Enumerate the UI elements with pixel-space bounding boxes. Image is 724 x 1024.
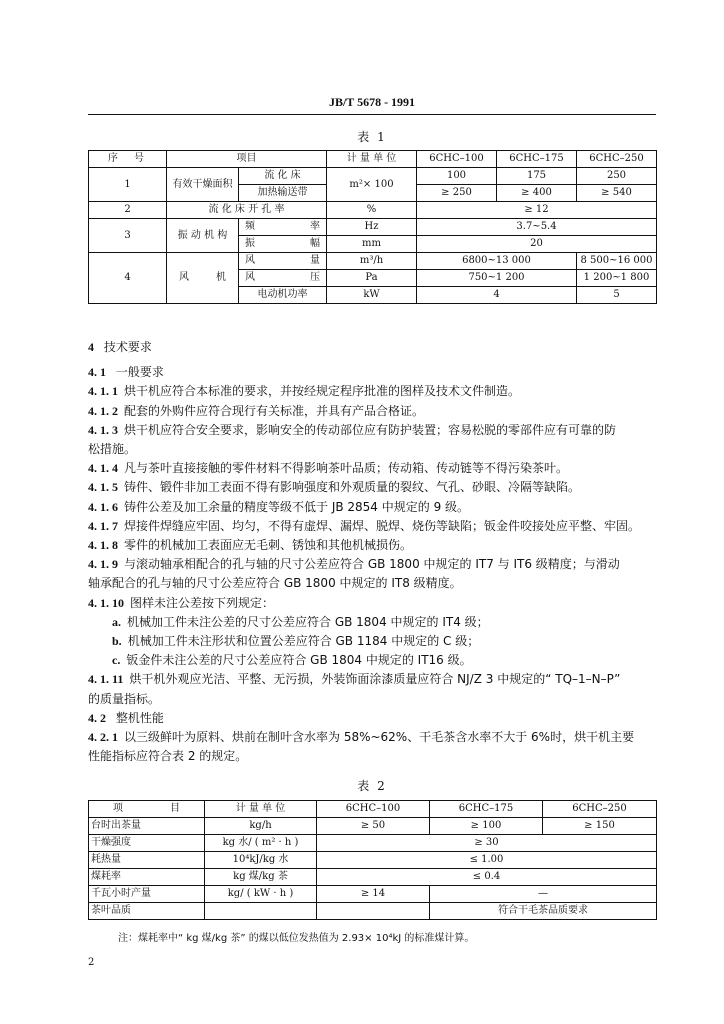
clause-text: 焊接件焊缝应牢固、均匀，不得有虚焊、漏焊、脱焊、烧伤等缺陷；钣金件咬接处应平整、牢固。 <box>124 518 641 533</box>
table-cell: % <box>327 202 417 219</box>
table-cell: kW <box>327 287 417 304</box>
clause-text: 以三级鲜叶为原料、烘前在制叶含水率为 58%~62%、干毛茶含水率不大于 6%时，烘干机主要 <box>124 730 635 745</box>
table2-caption: 表 2 <box>357 779 387 793</box>
clause-number: 4. 1. 10 <box>88 595 124 610</box>
clause-number: 4. 1. 2 <box>88 403 118 418</box>
table-cell: 5 <box>577 287 657 304</box>
clause-number: 4. 1. 3 <box>88 422 118 437</box>
table-cell: ≥ 250 <box>417 185 497 202</box>
table-cell: 1 <box>89 168 167 202</box>
list-text: 机械加工件未注公差的尺寸公差应符合 GB 1804 中规定的 IT4 级； <box>127 614 489 629</box>
table-cell <box>205 903 317 920</box>
clause <box>88 478 658 497</box>
table2-header-unit: 计 量 单 位 <box>205 801 317 818</box>
clause-number: 4. 1. 9 <box>88 557 118 572</box>
table-cell: 台时出茶量 <box>89 818 205 835</box>
cell-char: 振 <box>245 238 255 249</box>
clause-continuation: 性能指标应符合表 2 的规定。 <box>88 749 248 764</box>
clause-number: 4. 1. 6 <box>88 499 118 514</box>
clause <box>88 517 658 536</box>
cell-char: 幅 <box>310 238 320 249</box>
list-label: a. <box>112 614 121 629</box>
clause-number: 4. 1. 11 <box>88 672 124 687</box>
clause-text: 铸件公差及加工余量的精度等级不低于 JB 2854 中规定的 9 级。 <box>124 499 470 514</box>
clause-text: 烘干机应符合本标准的要求，并按经规定程序批准的图样及技术文件制造。 <box>124 384 521 399</box>
table-cell: 20 <box>417 236 657 253</box>
table-cell <box>239 253 327 270</box>
table-row <box>89 219 657 236</box>
table-cell: ≥ 50 <box>317 818 430 835</box>
table-row <box>89 835 657 852</box>
table-cell: mm <box>327 236 417 253</box>
table-cell: 4 <box>417 287 577 304</box>
table-row <box>89 202 657 219</box>
list-label: c. <box>112 653 121 668</box>
table-cell: kg/ ( kW · h ) <box>205 886 317 903</box>
table1-caption: 表 1 <box>357 130 387 144</box>
table1-header-model: 6CHC–250 <box>577 151 657 168</box>
table-cell: m²× 100 <box>327 168 417 202</box>
table-cell: Hz <box>327 219 417 236</box>
table-cell: m³/h <box>327 253 417 270</box>
clause <box>88 536 658 555</box>
table-cell: 1 200~1 800 <box>577 270 657 287</box>
clause-number: 4. 1. 4 <box>88 461 118 476</box>
cell-char: 风 <box>245 255 255 266</box>
table2 <box>88 800 657 920</box>
table-cell: 6800~13 000 <box>417 253 577 270</box>
clause-continuation: 松措施。 <box>88 442 137 457</box>
clause <box>88 459 658 478</box>
table-cell: ≥ 400 <box>497 185 577 202</box>
clause <box>88 382 658 401</box>
table-cell: 3.7~5.4 <box>417 219 657 236</box>
table-cell: 8 500~16 000 <box>577 253 657 270</box>
clause-text: 图样未注公差按下列规定： <box>130 595 275 610</box>
cell-char: 风 <box>245 272 255 283</box>
table1-header-row <box>89 151 657 168</box>
clause-text: 与滚动轴承相配合的孔与轴的尺寸公差应符合 GB 1800 中规定的 IT7 与 IT6 级精度；与滑动 <box>124 557 620 572</box>
clause-continuation: 轴承配合的孔与轴的尺寸公差应符合 GB 1800 中规定的 IT8 级精度。 <box>88 576 462 591</box>
table-cell: ≥ 12 <box>417 202 657 219</box>
table-row <box>89 818 657 835</box>
table-cell: ≥ 30 <box>317 835 657 852</box>
cell-char: 率 <box>310 221 320 232</box>
clause-number: 4. 1. 1 <box>88 384 118 399</box>
table-cell <box>317 903 430 920</box>
table1-header-item: 项目 <box>167 151 327 168</box>
table1 <box>88 150 657 304</box>
table-row <box>89 852 657 869</box>
table-cell <box>239 236 327 253</box>
table-cell: 符合干毛茶品质要求 <box>430 903 657 920</box>
table-row <box>89 168 657 185</box>
table-cell <box>239 270 327 287</box>
table1-header-seq: 序 号 <box>89 151 167 168</box>
section-number: 4 <box>88 340 94 354</box>
table-cell: kg 煤/kg 茶 <box>205 869 317 886</box>
table-row <box>89 903 657 920</box>
table-cell: 流 化 床 开 孔 率 <box>167 202 327 219</box>
clause <box>88 728 658 747</box>
table2-header-model: 6CHC–100 <box>317 801 430 818</box>
table-cell: 4 <box>89 253 167 304</box>
table1-header-model: 6CHC–175 <box>497 151 577 168</box>
table-cell: 2 <box>89 202 167 219</box>
clause-text: 铸件、锻件非加工表面不得有影响强度和外观质量的裂纹、气孔、砂眼、冷隔等缺陷。 <box>124 480 581 495</box>
clause-text: 凡与茶叶直接接触的零件材料不得影响茶叶品质；传动箱、传动链等不得污染茶叶。 <box>124 461 569 476</box>
clause-text: 配套的外购件应符合现行有关标准，并具有产品合格证。 <box>124 403 425 418</box>
table-cell: 煤耗率 <box>89 869 205 886</box>
list-item <box>88 632 658 651</box>
table2-header-model: 6CHC–250 <box>543 801 657 818</box>
table-cell: ≥ 14 <box>317 886 430 903</box>
table-cell: 250 <box>577 168 657 185</box>
clause-number: 4. 1. 5 <box>88 480 118 495</box>
clause-text: 烘干机应符合安全要求，影响安全的传动部位应有防护装置；容易松脱的零部件应有可靠的防 <box>124 422 617 437</box>
clause-text: 零件的机械加工表面应无毛刺、锈蚀和其他机械损伤。 <box>124 538 413 553</box>
table-cell: 750~1 200 <box>417 270 577 287</box>
cell-char: 机 <box>216 272 226 283</box>
cell-char: 风 <box>179 272 189 283</box>
cell-char: 频 <box>245 221 255 232</box>
table-cell: 175 <box>497 168 577 185</box>
section-title: 一般要求 <box>115 365 164 380</box>
page-number: 2 <box>88 957 95 968</box>
table-cell: Pa <box>327 270 417 287</box>
table-cell: kg/h <box>205 818 317 835</box>
clause-number: 4. 1. 7 <box>88 518 118 533</box>
table-cell: 茶叶品质 <box>89 903 205 920</box>
table-row <box>89 253 657 270</box>
list-text: 钣金件未注公差的尺寸公差应符合 GB 1804 中规定的 IT16 级。 <box>126 653 472 668</box>
clause-number: 4. 2. 1 <box>88 730 118 745</box>
table-cell: 振 动 机 构 <box>167 219 239 253</box>
cell-char: 量 <box>310 255 320 266</box>
table-cell: 流 化 床 <box>239 168 327 185</box>
clause-continuation: 的质量指标。 <box>88 691 161 706</box>
table-cell: — <box>430 886 657 903</box>
list-item <box>88 613 658 632</box>
clause <box>88 498 658 517</box>
list-label: b. <box>112 634 122 649</box>
table-cell: ≤ 1.00 <box>317 852 657 869</box>
table-cell: 3 <box>89 219 167 253</box>
table-cell: 干燥强度 <box>89 835 205 852</box>
clause-text: 烘干机外观应光洁、平整、无污损，外装饰面涂漆质量应符合 NJ/Z 3 中规定的“ TQ–1–N–P” <box>129 672 621 687</box>
section-heading <box>88 709 658 728</box>
section-title: 技术要求 <box>103 340 152 354</box>
table-cell: 电动机功率 <box>239 287 327 304</box>
table-cell: 有效干燥面积 <box>167 168 239 202</box>
table-cell <box>239 219 327 236</box>
clause <box>88 670 658 689</box>
section-number: 4. 1 <box>88 365 106 380</box>
cell-char: 项 <box>113 803 123 814</box>
cell-char: 压 <box>310 272 320 283</box>
table-cell: ≥ 540 <box>577 185 657 202</box>
table2-note: 注：煤耗率中“ kg 煤/kg 茶” 的煤以低位发热值为 2.93× 10⁴kJ 的标准煤计算。 <box>118 933 475 944</box>
table-cell: kg 水/ ( m² · h ) <box>205 835 317 852</box>
table-cell: ≥ 150 <box>543 818 657 835</box>
table2-header-model: 6CHC–175 <box>430 801 543 818</box>
table-cell: 100 <box>417 168 497 185</box>
table-cell: 千瓦小时产量 <box>89 886 205 903</box>
section-title: 整机性能 <box>115 710 164 725</box>
table-cell: ≤ 0.4 <box>317 869 657 886</box>
table2-header-row <box>89 801 657 818</box>
clause-number: 4. 1. 8 <box>88 538 118 553</box>
table-cell: 耗热量 <box>89 852 205 869</box>
header-rule <box>88 114 656 115</box>
clause <box>88 594 658 613</box>
document-header: JB/T 5678 - 1991 <box>328 95 416 109</box>
cell-char: 目 <box>170 803 180 814</box>
table-cell: 10⁴kJ/kg 水 <box>205 852 317 869</box>
table-cell <box>167 253 239 304</box>
table1-header-model: 6CHC–100 <box>417 151 497 168</box>
clause <box>88 421 658 440</box>
table-cell: 加热输送带 <box>239 185 327 202</box>
section-heading <box>88 338 658 357</box>
table2-header-item <box>89 801 205 818</box>
table1-header-unit: 计 量 单 位 <box>327 151 417 168</box>
list-item <box>88 651 658 670</box>
clause <box>88 555 658 574</box>
section-heading <box>88 363 658 382</box>
body-text <box>88 338 658 766</box>
clause <box>88 402 658 421</box>
table-cell: ≥ 100 <box>430 818 543 835</box>
table-row <box>89 886 657 903</box>
list-text: 机械加工件未注形状和位置公差应符合 GB 1184 中规定的 C 级； <box>127 634 480 649</box>
table-row <box>89 869 657 886</box>
section-number: 4. 2 <box>88 710 106 725</box>
